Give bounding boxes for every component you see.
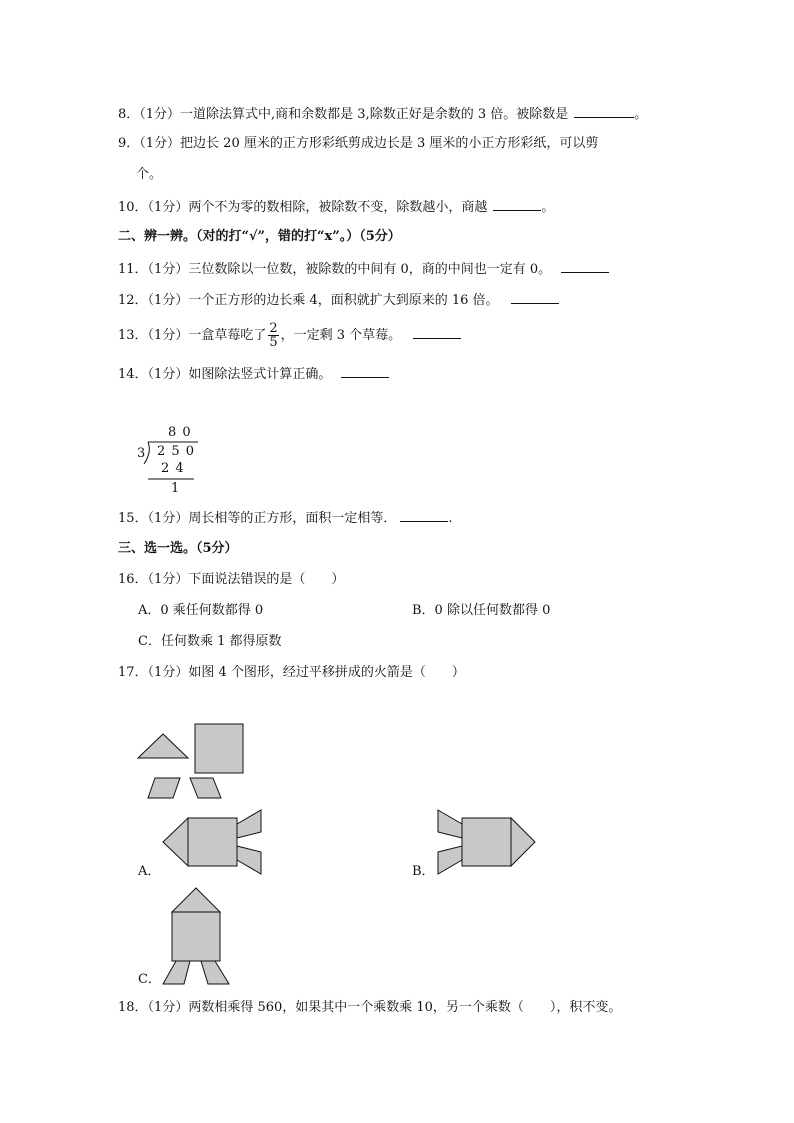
question-18-text: 18．（1分）两数相乘得 560，如果其中一个乘数乘 10，另一个乘数（ ），积不变。 [118,1000,622,1015]
question-15-text: 15．（1分）周长相等的正方形，面积一定相等． [118,511,397,526]
triangle-shape [138,734,188,758]
rocket-a-nose [163,818,188,866]
division-quotient: 8 0 [168,425,192,440]
question-10-text: 10．（1分）两个不为零的数相除，被除数不变，除数越小，商越 [118,200,488,215]
rocket-c-nose [172,888,220,912]
division-remainder: 1 [171,481,180,496]
rocket-option-c[interactable] [163,888,229,984]
division-bracket-curve [144,442,149,464]
rocket-c-leg-left [163,961,190,984]
rocket-option-a[interactable] [163,810,261,874]
component-shapes [138,724,243,798]
option-16-b[interactable]: B．0 除以任何数都得 0 [412,603,551,618]
question-10: 10．（1分）两个不为零的数相除，被除数不变，除数越小，商越 。 [118,197,554,217]
question-9-cont: 个。 [136,167,163,182]
rocket-b-fin-top [438,810,462,838]
division-bracket [144,442,198,479]
option-17-c-label[interactable]: C． [138,972,161,987]
question-12-text: 12．（1分）一个正方形的边长乘 4，面积就扩大到原来的 16 倍。 [118,293,499,308]
square-shape [195,724,243,773]
rocket-a-body [188,818,237,866]
question-13-text-post: ，一定剩 3 个草莓。 [280,328,402,343]
parallelogram-right-shape [190,778,221,798]
division-dividend: 2 5 0 [157,444,196,459]
rocket-a-fin-bottom [237,846,261,874]
question-8: 8．（1分）一道除法算式中,商和余数都是 3,除数正好是余数的 3 倍。被除数是 。 [118,104,647,124]
parallelogram-left-shape [148,778,180,798]
rocket-c-leg-right [201,961,229,984]
question-15: 15．（1分）周长相等的正方形，面积一定相等． . [118,508,452,528]
division-product: 2 4 [161,461,185,476]
question-11-text: 11．（1分）三位数除以一位数，被除数的中间有 0，商的中间也一定有 0。 [118,262,552,277]
fraction-two-fifths: $\frac{2}{5}$ [269,321,278,350]
option-17-b-label[interactable]: B． [412,864,435,879]
rocket-b-nose [511,818,535,866]
option-16-c[interactable]: C．任何数乘 1 都得原数 [138,634,282,649]
rocket-a-fin-top [237,810,261,838]
question-14-text: 14．（1分）如图除法竖式计算正确。 [118,367,332,382]
question-16-text: 16．（1分）下面说法错误的是（ ） [118,572,345,587]
option-17-a-label[interactable]: A． [138,864,161,879]
rocket-b-body [462,818,511,866]
question-17-text: 17．（1分）如图 4 个图形，经过平移拼成的火箭是（ ） [118,665,465,680]
question-13-text-pre: 13．（1分）一盒草莓吃了 [118,328,267,343]
rocket-option-b[interactable] [438,810,535,874]
section-3-heading: 三、选一选。（5分） [118,541,238,556]
division-divisor: 3 [137,446,146,461]
question-8-text: 8．（1分）一道除法算式中,商和余数都是 3,除数正好是余数的 3 倍。被除数是 [118,107,569,122]
rocket-c-body [172,912,220,961]
question-9-text: 9．（1分）把边长 20 厘米的正方形彩纸剪成边长是 3 厘米的小正方形彩纸，可以剪 [118,136,599,151]
rocket-b-fin-bottom [438,846,462,874]
section-2-heading: 二、辨一辨。（对的打“√”，错的打“x”。）（5分） [118,229,401,244]
option-16-a[interactable]: A．0 乘任何数都得 0 [138,603,264,618]
